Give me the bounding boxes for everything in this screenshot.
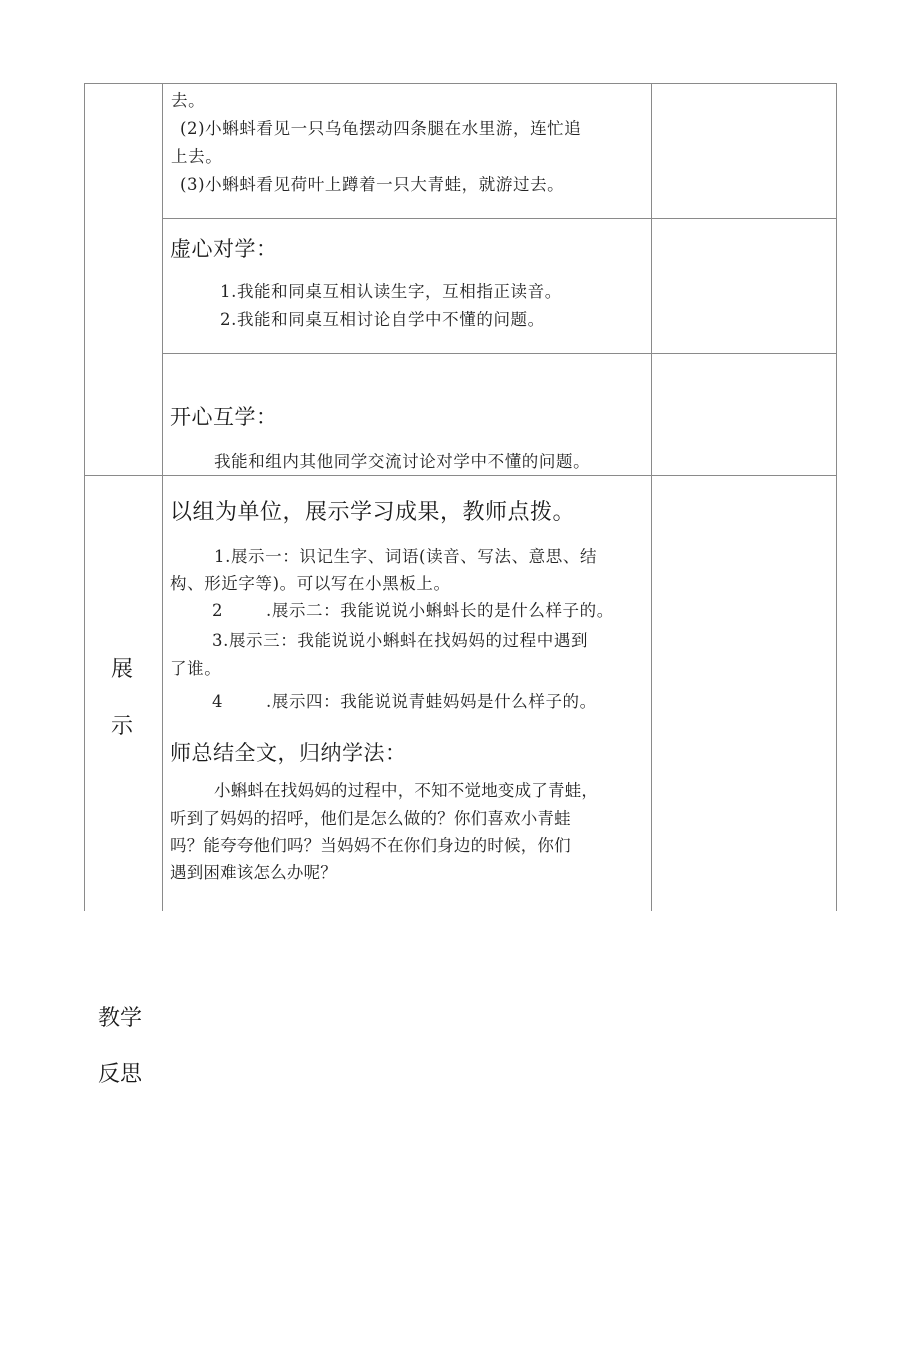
reflection-label-2: 反思	[98, 1062, 143, 1087]
row3-content	[162, 353, 651, 475]
table-left-border	[84, 83, 85, 911]
row4-summary-3: 吗？能夸夸他们吗？当妈妈不在你们身边的时候，你们	[170, 836, 571, 855]
row1-line-c: 上去。	[171, 147, 223, 166]
row4-item-3-a: 3.展示三：我能说说小蝌蚪在找妈妈的过程中遇到	[212, 631, 589, 650]
row4-heading: 以组为单位，展示学习成果，教师点拨。	[170, 500, 576, 525]
row1-line-a: 去。	[171, 91, 206, 110]
row3-text: 我能和组内其他同学交流讨论对学中不懂的问题。	[214, 452, 591, 471]
row4-content	[162, 475, 651, 911]
row2-heading: 虚心对学：	[170, 237, 278, 261]
row4-summary-2: 听到了妈妈的招呼，他们是怎么做的？你们喜欢小青蛙	[170, 809, 571, 828]
row4-item-3-b: 了谁。	[170, 659, 222, 678]
row4-summary-heading: 师总结全文，归纳学法：	[170, 741, 407, 765]
table-right-border	[836, 83, 837, 911]
reflection-label-1: 教学	[98, 1006, 143, 1031]
row2-content	[162, 218, 651, 353]
row2-item-1: 1.我能和同桌互相认读生字，互相指正读音。	[220, 282, 562, 301]
row4-item-2-text: .展示二：我能说说小蝌蚪长的是什么样子的。	[266, 601, 614, 620]
table-col-divider-2	[651, 83, 652, 911]
display-label-1: 展	[111, 657, 134, 682]
display-label-2: 示	[111, 714, 134, 739]
row3-heading: 开心互学：	[170, 405, 278, 429]
row4-summary-1: 小蝌蚪在找妈妈的过程中，不知不觉地变成了青蛙，	[214, 781, 599, 800]
row1-line-b: (2)小蝌蚪看见一只乌龟摆动四条腿在水里游，连忙追	[180, 119, 582, 138]
row4-item-1-a: 1.展示一：识记生字、词语(读音、写法、意思、结	[214, 547, 598, 566]
row4-item-1-b: 构、形近字等)。可以写在小黑板上。	[170, 574, 451, 593]
row1-content	[162, 83, 651, 218]
row4-item-4-num: 4	[212, 692, 224, 711]
row2-item-2: 2.我能和同桌互相讨论自学中不懂的问题。	[220, 310, 545, 329]
row4-item-4-text: .展示四：我能说说青蛙妈妈是什么样子的。	[266, 692, 597, 711]
row1-line-d: (3)小蝌蚪看见荷叶上蹲着一只大青蛙，就游过去。	[180, 175, 565, 194]
row4-summary-4: 遇到困难该怎么办呢？	[170, 863, 337, 882]
row4-item-2-num: 2	[212, 601, 224, 620]
